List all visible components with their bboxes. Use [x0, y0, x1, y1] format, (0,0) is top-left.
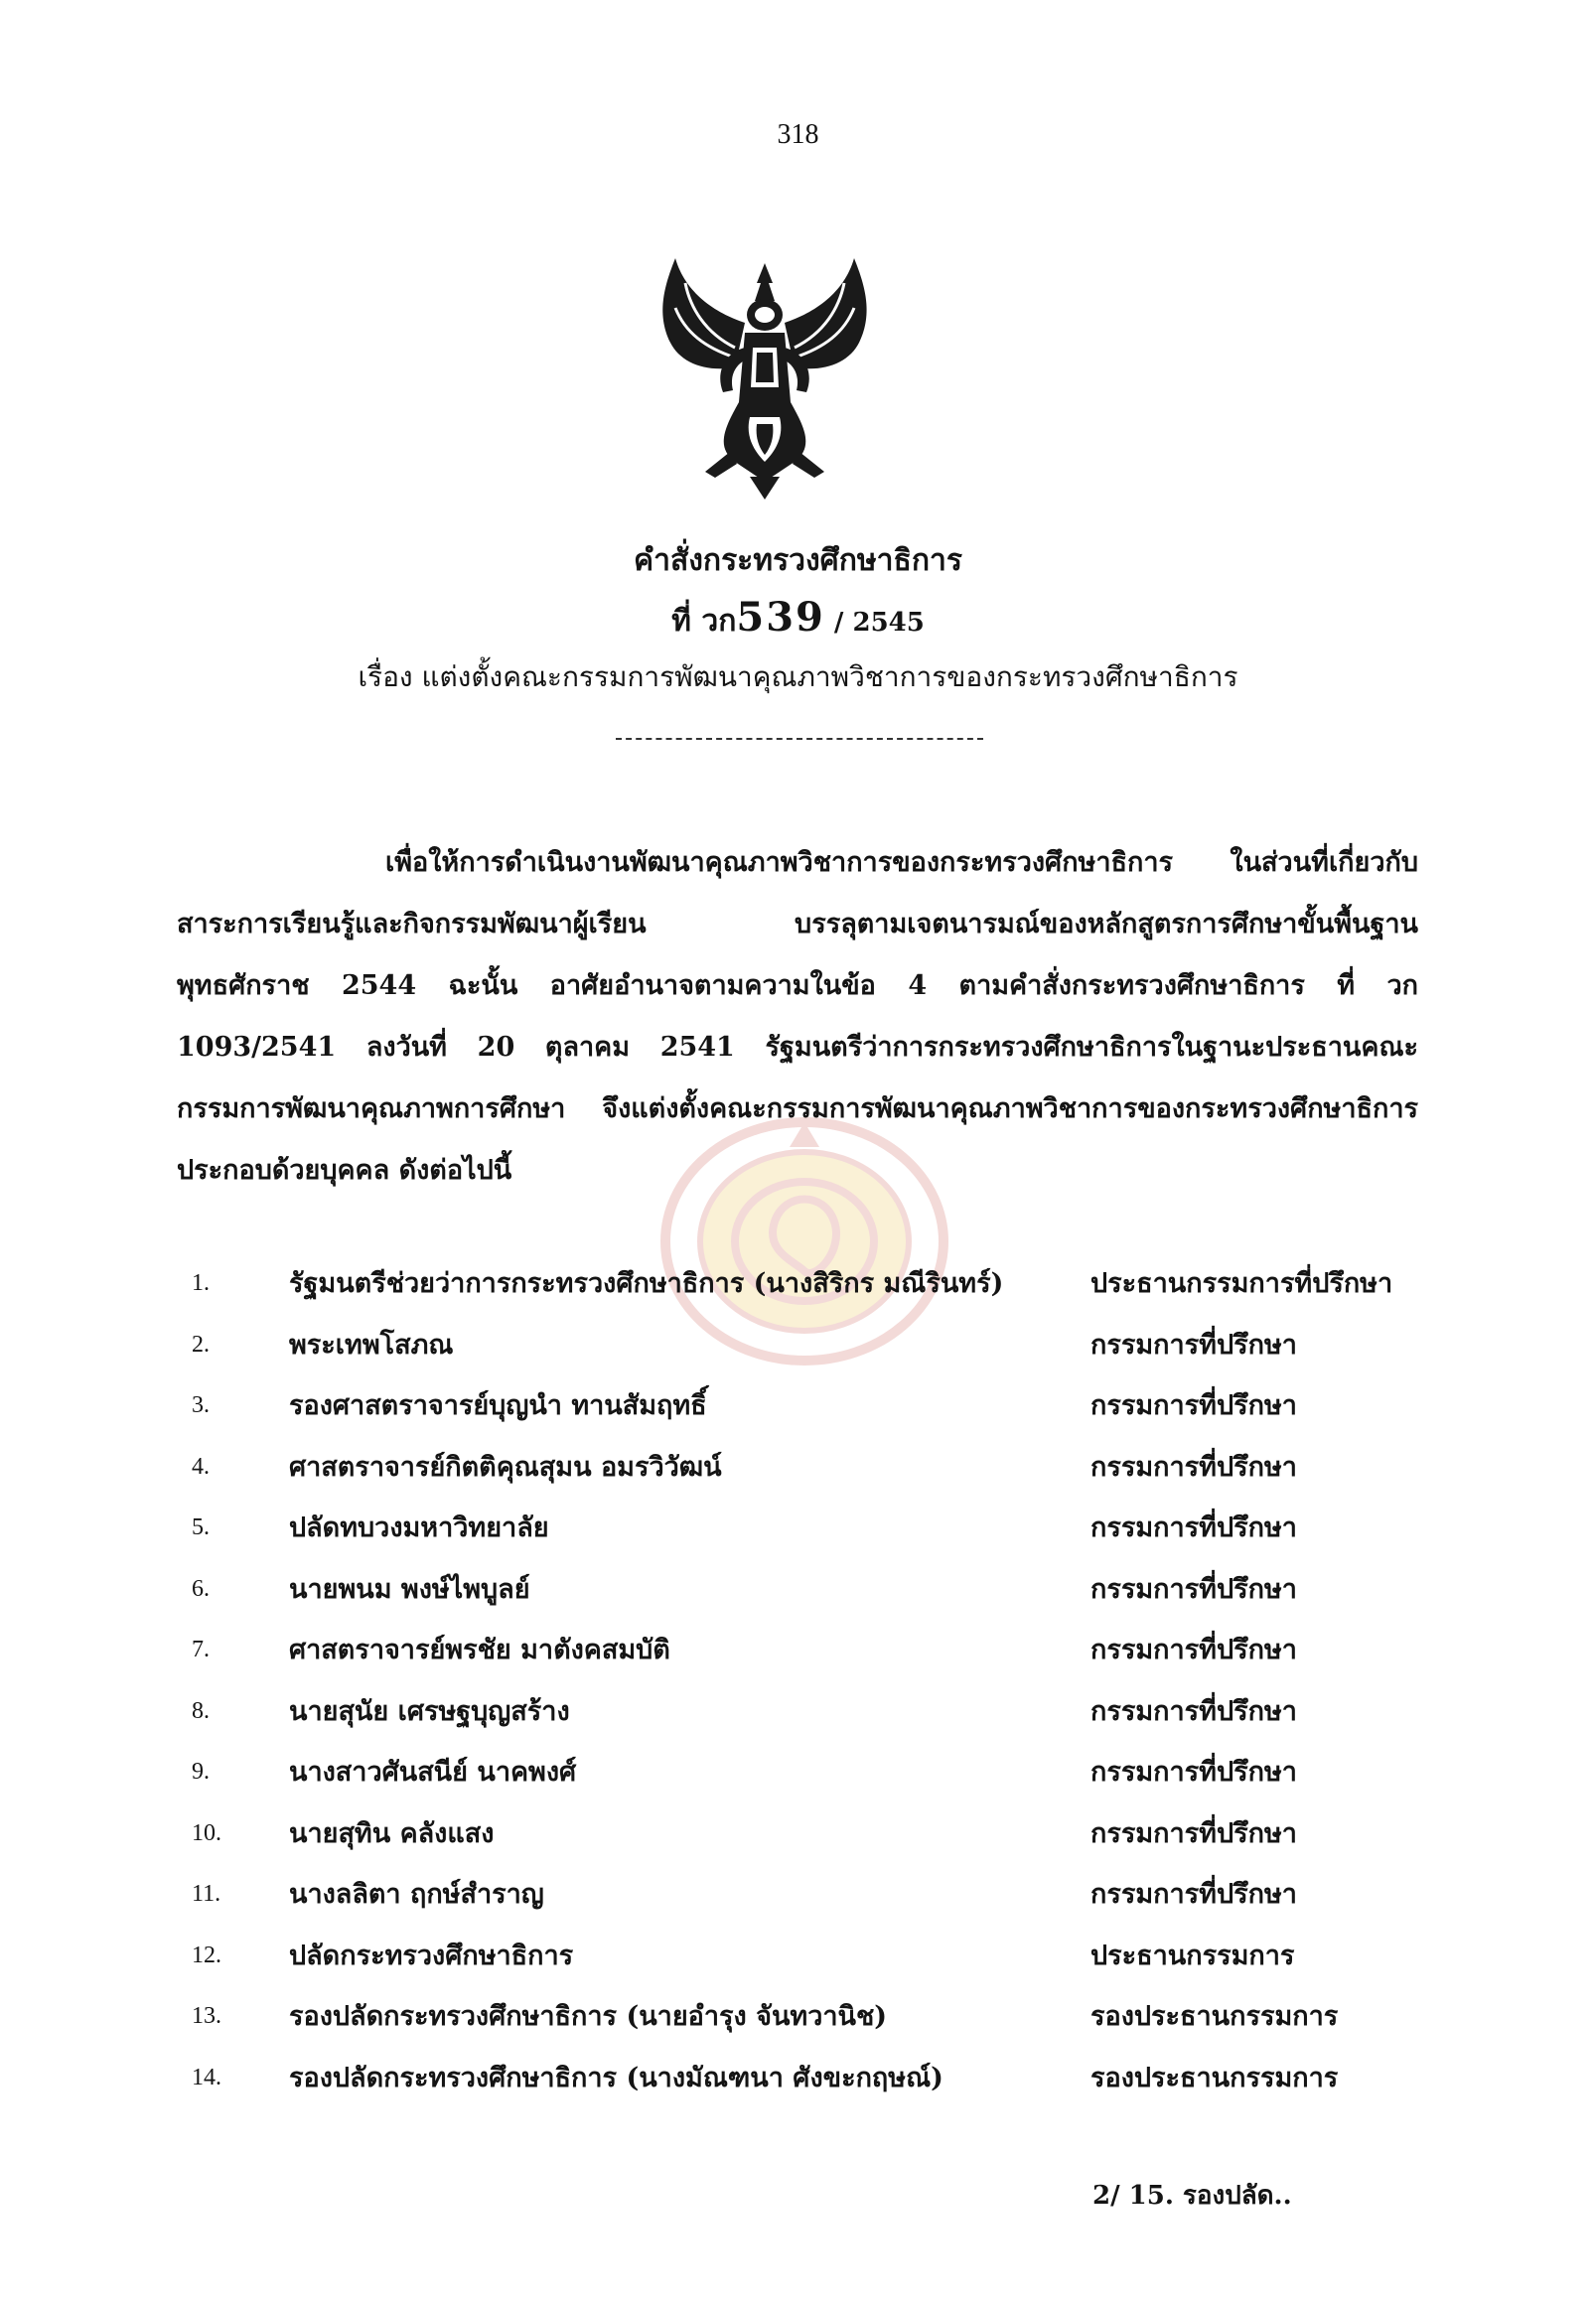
member-role: กรรมการที่ปรึกษา: [1090, 1879, 1297, 1910]
body-paragraph: [177, 832, 1418, 1202]
member-row: [177, 1864, 1428, 1926]
member-row: [177, 1559, 1428, 1621]
member-row: [177, 1986, 1428, 2048]
member-row: [177, 1315, 1428, 1376]
member-name: นายพนม พงษ์ไพบูลย์: [289, 1573, 530, 1605]
member-role: ประธานกรรมการที่ปรึกษา: [1090, 1268, 1393, 1299]
member-row: [177, 1620, 1428, 1681]
member-role: กรรมการที่ปรึกษา: [1090, 1573, 1297, 1605]
member-index: 6.: [192, 1575, 210, 1602]
garuda-emblem-icon: [646, 253, 884, 502]
continuation-note: 2/ 15. รองปลัด..: [1092, 2181, 1292, 2211]
member-role: รองประธานกรรมการ: [1090, 2001, 1339, 2032]
member-name: รองศาสตราจารย์บุญนำ ทานสัมฤทธิ์: [289, 1390, 707, 1421]
member-role: กรรมการที่ปรึกษา: [1090, 1817, 1297, 1849]
member-name: ศาสตราจารย์กิตติคุณสุมน อมรวิวัฒน์: [289, 1451, 722, 1483]
member-index: 8.: [192, 1697, 210, 1724]
members-list: [177, 1253, 1428, 2108]
member-role: ประธานกรรมการ: [1090, 1940, 1295, 1971]
member-role: กรรมการที่ปรึกษา: [1090, 1695, 1297, 1727]
order-number: [0, 586, 1596, 649]
member-row: [177, 1437, 1428, 1499]
member-role: รองประธานกรรมการ: [1090, 2062, 1339, 2093]
member-name: พระเทพโสภณ: [289, 1329, 454, 1361]
member-name: นางสาวศันสนีย์ นาคพงศ์: [289, 1757, 577, 1788]
member-row: [177, 1253, 1428, 1315]
member-name: รัฐมนตรีช่วยว่าการกระทรวงศึกษาธิการ (นางสิริกร มณีรินทร์): [289, 1268, 1004, 1299]
order-title: คำสั่งกระทรวงศึกษาธิการ: [634, 543, 962, 578]
separator-line: [616, 738, 983, 740]
member-index: 5.: [192, 1514, 210, 1540]
member-index: 4.: [192, 1453, 210, 1480]
member-index: 10.: [192, 1819, 221, 1846]
member-role: กรรมการที่ปรึกษา: [1090, 1512, 1297, 1543]
member-row: [177, 1926, 1428, 1987]
member-row: [177, 1742, 1428, 1803]
member-index: 11.: [192, 1881, 221, 1907]
order-number-main: 539: [736, 594, 825, 641]
member-index: 3.: [192, 1392, 210, 1418]
member-name: นายสุนัย เศรษฐบุญสร้าง: [289, 1695, 570, 1727]
member-name: ศาสตราจารย์พรชัย มาตังคสมบัติ: [289, 1635, 670, 1665]
member-name: รองปลัดกระทรวงศึกษาธิการ (นายอำรุง จันทวานิช): [289, 2001, 888, 2032]
member-index: 1.: [192, 1270, 210, 1296]
member-index: 12.: [192, 1942, 221, 1968]
member-name: ปลัดทบวงมหาวิทยาลัย: [289, 1512, 549, 1543]
member-index: 14.: [192, 2064, 221, 2090]
member-index: 2.: [192, 1331, 210, 1358]
member-name: รองปลัดกระทรวงศึกษาธิการ (นางมัณฑนา ศังขะกฤษณ์): [289, 2062, 943, 2093]
page-number: 318: [777, 119, 819, 150]
member-role: กรรมการที่ปรึกษา: [1090, 1329, 1297, 1361]
member-row: [177, 1498, 1428, 1559]
order-number-year: / 2545: [824, 608, 925, 638]
member-index: 13.: [192, 2003, 221, 2029]
member-row: [177, 2048, 1428, 2109]
member-role: กรรมการที่ปรึกษา: [1090, 1757, 1297, 1788]
member-role: กรรมการที่ปรึกษา: [1090, 1451, 1297, 1483]
order-number-prefix: ที่ วก: [671, 604, 737, 639]
body-paragraph-text: เพื่อให้การดำเนินงานพัฒนาคุณภาพวิชาการของกระทรวงศึกษาธิการ ในส่วนที่เกี่ยวกับสาระการเรียนรู้และกิจกรรมพัฒนาผู้เรียน บรรลุตามเจตนารมณ์ของหลักสูตรการศึกษาขั้นพื้นฐาน พุทธศักราช 2544 ฉะนั้น อาศัยอำนาจตามความในข้อ 4 ตามคำสั่งกระทรวงศึกษาธิการ ที่ วก 1093/2541 ลงวันที่ 20 ตุลาคม 2541 รัฐมนตรีว่าการกระทรวงศึกษาธิการในฐานะประธานคณะกรรมการพัฒนาคุณภาพการศึกษา จึงแต่งตั้งคณะกรรมการพัฒนาคุณภาพวิชาการของกระทรวงศึกษาธิการ ประกอบด้วยบุคคล ดังต่อไปนี้: [177, 847, 1418, 1186]
member-index: 7.: [192, 1637, 210, 1662]
member-name: ปลัดกระทรวงศึกษาธิการ: [289, 1940, 574, 1971]
member-row: [177, 1375, 1428, 1437]
member-name: นายสุทิน คลังแสง: [289, 1817, 495, 1849]
order-subject: เรื่อง แต่งตั้งคณะกรรมการพัฒนาคุณภาพวิชาการของกระทรวงศึกษาธิการ: [358, 660, 1238, 693]
member-name: นางลลิตา ฤกษ์สำราญ: [289, 1879, 544, 1910]
member-index: 9.: [192, 1759, 210, 1785]
member-role: กรรมการที่ปรึกษา: [1090, 1390, 1297, 1421]
order-header: [0, 536, 1596, 705]
member-row: [177, 1803, 1428, 1865]
member-role: กรรมการที่ปรึกษา: [1090, 1635, 1297, 1665]
member-row: [177, 1681, 1428, 1743]
